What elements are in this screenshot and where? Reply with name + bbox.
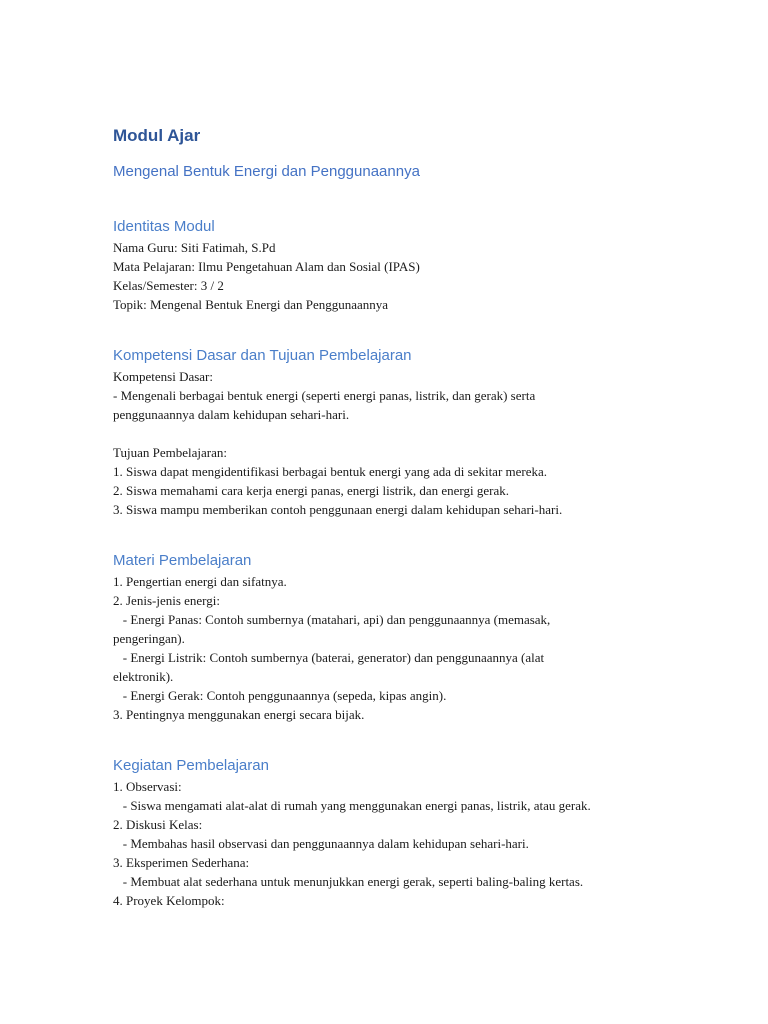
kd-line: penggunaannya dalam kehidupan sehari-hari.: [113, 407, 350, 422]
kegiatan-line: 2. Diskusi Kelas:: [113, 817, 203, 832]
identitas-line: Mata Pelajaran: Ilmu Pengetahuan Alam dan Sosial (IPAS): [113, 259, 420, 274]
kegiatan-line: 4. Proyek Kelompok:: [113, 893, 225, 908]
kd-line: - Mengenali berbagai bentuk energi (seperti energi panas, listrik, dan gerak) serta: [113, 388, 536, 403]
kegiatan-line: 1. Observasi:: [113, 779, 182, 794]
kegiatan-line: 3. Eksperimen Sederhana:: [113, 855, 250, 870]
section-kompetensi: [113, 345, 673, 519]
materi-line: pengeringan).: [113, 631, 185, 646]
tp-line: 2. Siswa memahami cara kerja energi panas, energi listrik, dan energi gerak.: [113, 483, 509, 498]
identitas-line: Topik: Mengenal Bentuk Energi dan Penggunaannya: [113, 297, 389, 312]
materi-line: elektronik).: [113, 669, 174, 684]
tp-label: Tujuan Pembelajaran:: [113, 445, 227, 460]
tp-line: 3. Siswa mampu memberikan contoh penggunaan energi dalam kehidupan sehari-hari.: [113, 502, 563, 517]
identitas-line: Kelas/Semester: 3 / 2: [113, 278, 224, 293]
kegiatan-line: - Membahas hasil observasi dan penggunaannya dalam kehidupan sehari-hari.: [113, 836, 529, 851]
materi-line: - Energi Listrik: Contoh sumbernya (baterai, generator) dan penggunaannya (alat: [113, 650, 545, 665]
heading-identitas: Identitas Modul: [113, 218, 215, 235]
document-title: Modul Ajar: [113, 126, 201, 145]
materi-line: 3. Pentingnya menggunakan energi secara bijak.: [113, 707, 365, 722]
document-page: [113, 124, 673, 910]
heading-kegiatan: Kegiatan Pembelajaran: [113, 757, 269, 774]
identitas-line: Nama Guru: Siti Fatimah, S.Pd: [113, 240, 276, 255]
kd-label: Kompetensi Dasar:: [113, 369, 214, 384]
kegiatan-line: - Membuat alat sederhana untuk menunjukkan energi gerak, seperti baling-baling kertas.: [113, 874, 584, 889]
section-identitas: [113, 216, 673, 314]
section-kegiatan: [113, 755, 673, 910]
materi-line: 2. Jenis-jenis energi:: [113, 593, 220, 608]
blank-line: [113, 424, 673, 443]
tp-line: 1. Siswa dapat mengidentifikasi berbagai bentuk energi yang ada di sekitar mereka.: [113, 464, 548, 479]
section-materi: [113, 550, 673, 724]
kegiatan-line: - Siswa mengamati alat-alat di rumah yang menggunakan energi panas, listrik, atau gerak.: [113, 798, 591, 813]
heading-materi: Materi Pembelajaran: [113, 552, 252, 569]
materi-line: - Energi Gerak: Contoh penggunaannya (sepeda, kipas angin).: [113, 688, 447, 703]
materi-line: 1. Pengertian energi dan sifatnya.: [113, 574, 287, 589]
heading-kompetensi: Kompetensi Dasar dan Tujuan Pembelajaran: [113, 347, 412, 364]
materi-line: - Energi Panas: Contoh sumbernya (matahari, api) dan penggunaannya (memasak,: [113, 612, 551, 627]
document-subtitle: Mengenal Bentuk Energi dan Penggunaannya: [113, 163, 420, 180]
